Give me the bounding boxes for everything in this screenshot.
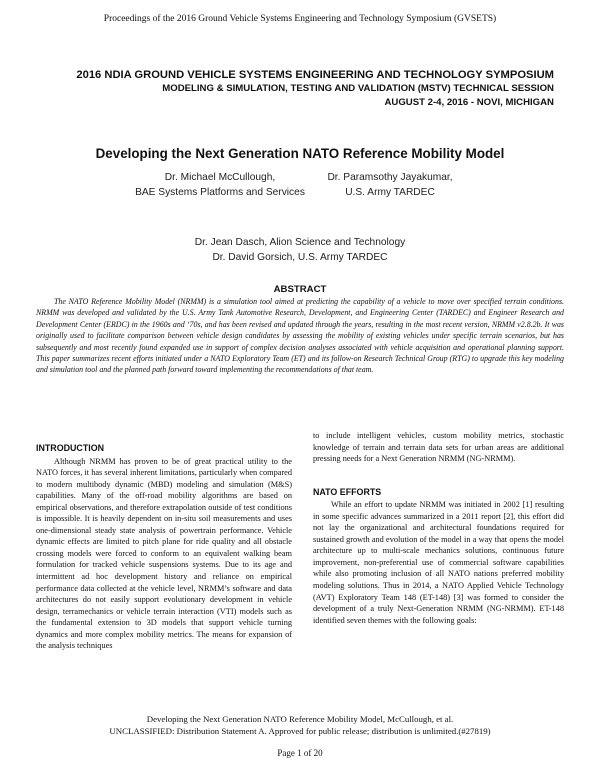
left-column: [36, 431, 292, 652]
nato-efforts-paragraph: While an effort to update NRMM was initiated in 2002 [1] resulting in some specific advances summarized in a 2011 report [2], this effort did not lay the organizational and architectural foundations required for sustained growth and evolution of the model in a way that opens the model architecture up to multi-scale mechanics solutions, continuous future improvement, non-preferential use of commercial software capabilities while also promoting inclusion of all NATO nations preferred mobility modeling solutions. Thus in 2014, a NATO Applied Vehicle Technology (AVT) Exploratory Team 148 (ET-148) [3] was formed to consider the development of a truly Next-Generation NRMM (NG-NRMM). ET-148 identified seven themes with the following goals:: [313, 500, 564, 625]
abstract-text: The NATO Reference Mobility Model (NRMM) is a simulation tool aimed at predicting the capability of a vehicle to move over specified terrain conditions. NRMM was developed and validated by the U.S. Army Tank Automotive Research, Development, and Engineering Center (TARDEC) and Engineer Research and Development Center (ERDC) in the 1960s and ‘70s, and has been revised and updated through the years, resulting in the most recent version, NRMM v2.8.2b. It was originally used to facilitate comparison between vehicle design candidates by assessing the mobility of existing vehicles under specific terrain scenarios, but has subsequently and most recently found expanded use in support of complex decision analyses associated with vehicle acquisition and operational planning support. This paper summarizes recent efforts initiated under a NATO Exploratory Team (ET) and its follow-on Research Technical Group (RTG) to upgrade this key modeling and simulation tool and the planned path forward toward implementing the recommendations of that team.: [36, 297, 564, 375]
introduction-heading: INTRODUCTION: [36, 443, 105, 453]
conference-banner: [76, 68, 554, 110]
footer-citation: Developing the Next Generation NATO Reference Mobility Model, McCullough, et al.: [146, 714, 454, 724]
author-block-others: [150, 235, 450, 265]
author-dasch: Dr. Jean Dasch, Alion Science and Technology: [194, 237, 406, 248]
proceedings-header: Proceedings of the 2016 Ground Vehicle Systems Engineering and Technology Symposium (GVSETS): [103, 14, 497, 24]
conference-title: 2016 NDIA GROUND VEHICLE SYSTEMS ENGINEERING AND TECHNOLOGY SYMPOSIUM: [76, 69, 554, 81]
footer-distribution: UNCLASSIFIED: Distribution Statement A. Approved for public release; distribution is unlimited.(#27819): [109, 726, 491, 736]
paper-title: Developing the Next Generation NATO Reference Mobility Model: [95, 146, 505, 161]
abstract-heading: ABSTRACT: [273, 284, 327, 295]
author-affiliation: U.S. Army TARDEC: [345, 187, 435, 198]
page-number: Page 1 of 20: [277, 748, 323, 758]
page-footer: [0, 713, 600, 737]
author-name: Dr. Paramsothy Jayakumar,: [327, 172, 453, 183]
session-title: MODELING & SIMULATION, TESTING AND VALIDATION (MSTV) TECHNICAL SESSION: [162, 83, 554, 94]
conference-date-location: AUGUST 2-4, 2016 - NOVI, MICHIGAN: [384, 97, 554, 108]
nato-efforts-heading: NATO EFFORTS: [313, 486, 382, 497]
author-block-jayakumar: [310, 170, 470, 200]
introduction-continued: to include intelligent vehicles, custom mobility metrics, stochastic knowledge of terrain and terrain data sets for urban areas are additional pressing needs for a Next Generation NRMM (NG-NRMM).: [313, 431, 564, 464]
right-column: [313, 431, 564, 626]
author-block-mccullough: [135, 170, 305, 200]
author-gorsich: Dr. David Gorsich, U.S. Army TARDEC: [212, 252, 388, 263]
introduction-paragraph: Although NRMM has proven to be of great practical utility to the NATO forces, it has several inherent limitations, particularly when compared to modern multibody dynamic (MBD) modeling and simulation (M&S) capabilities. Many of the off-road mobility algorithms are based on empirical observations, and therefore extrapolation outside of test conditions is impossible. It is heavily dependent on in-situ soil measurements and uses one-dimensional steady state analysis of powertrain performance. Vehicle dynamic effects are limited to pitch plane for ride quality and all obstacle crossing models were forced to conform to an equivalent walking beam formulation for tracked vehicle suspensions systems. Due to its age and intermittent ad hoc development history and reliance on empirical performance data collected at the vehicle level, NRMM’s software and data architectures do not easily support evolutionary development in vehicle design, terramechanics or vehicle terrain interaction (VTI) models such as the fundamental extension to 3D models that support vehicle turning dynamics and more complex mobility metrics. The means for expansion of the analysis techniques: [36, 456, 292, 651]
author-name: Dr. Michael McCullough,: [164, 172, 276, 183]
author-affiliation: BAE Systems Platforms and Services: [135, 187, 305, 198]
